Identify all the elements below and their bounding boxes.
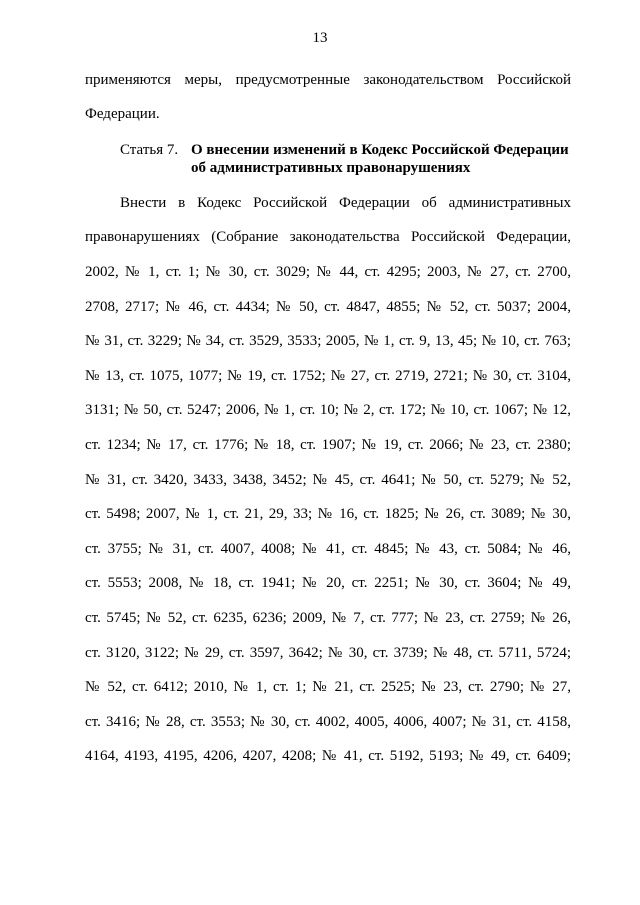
body-line-4: 2708, 2717; № 46, ст. 4434; № 50, ст. 4847, 4855; № 52, ст. 5037; 2004, xyxy=(85,299,571,315)
article-title-line-2: об административных правонарушениях xyxy=(191,160,471,176)
body-line-5: № 31, ст. 3229; № 34, ст. 3529, 3533; 2005, № 1, ст. 9, 13, 45; № 10, ст. 763; xyxy=(85,333,571,349)
body-line-15: № 52, ст. 6412; 2010, № 1, ст. 1; № 21, ст. 2525; № 23, ст. 2790; № 27, xyxy=(85,679,571,695)
body-line-1: Внести в Кодекс Российской Федерации об административных xyxy=(120,195,571,211)
article-title-line-1: О внесении изменений в Кодекс Российской Федерации xyxy=(191,142,569,158)
body-line-2: правонарушениях (Собрание законодательства Российской Федерации, xyxy=(85,229,571,245)
body-line-17: 4164, 4193, 4195, 4206, 4207, 4208; № 41, ст. 5192, 5193; № 49, ст. 6409; xyxy=(85,748,571,764)
body-line-8: ст. 1234; № 17, ст. 1776; № 18, ст. 1907; № 19, ст. 2066; № 23, ст. 2380; xyxy=(85,437,571,453)
body-line-6: № 13, ст. 1075, 1077; № 19, ст. 1752; № 27, ст. 2719, 2721; № 30, ст. 3104, xyxy=(85,368,571,384)
body-line-3: 2002, № 1, ст. 1; № 30, ст. 3029; № 44, ст. 4295; 2003, № 27, ст. 2700, xyxy=(85,264,571,280)
intro-line-1: применяются меры, предусмотренные законодательством Российской xyxy=(85,72,571,88)
body-line-14: ст. 3120, 3122; № 29, ст. 3597, 3642; № 30, ст. 3739; № 48, ст. 5711, 5724; xyxy=(85,645,571,661)
body-line-7: 3131; № 50, ст. 5247; 2006, № 1, ст. 10; № 2, ст. 172; № 10, ст. 1067; № 12, xyxy=(85,402,571,418)
article-title xyxy=(191,141,571,177)
body-line-16: ст. 3416; № 28, ст. 3553; № 30, ст. 4002, 4005, 4006, 4007; № 31, ст. 4158, xyxy=(85,714,571,730)
body-line-9: № 31, ст. 3420, 3433, 3438, 3452; № 45, ст. 4641; № 50, ст. 5279; № 52, xyxy=(85,472,571,488)
body-line-13: ст. 5745; № 52, ст. 6235, 6236; 2009, № 7, ст. 777; № 23, ст. 2759; № 26, xyxy=(85,610,571,626)
page-number: 13 xyxy=(312,30,328,46)
intro-line-2: Федерации. xyxy=(85,106,160,122)
body-line-10: ст. 5498; 2007, № 1, ст. 21, 29, 33; № 16, ст. 1825; № 26, ст. 3089; № 30, xyxy=(85,506,571,522)
body-line-11: ст. 3755; № 31, ст. 4007, 4008; № 41, ст. 4845; № 43, ст. 5084; № 46, xyxy=(85,541,571,557)
body-line-12: ст. 5553; 2008, № 18, ст. 1941; № 20, ст. 2251; № 30, ст. 3604; № 49, xyxy=(85,575,571,591)
article-label: Статья 7. xyxy=(120,142,179,158)
